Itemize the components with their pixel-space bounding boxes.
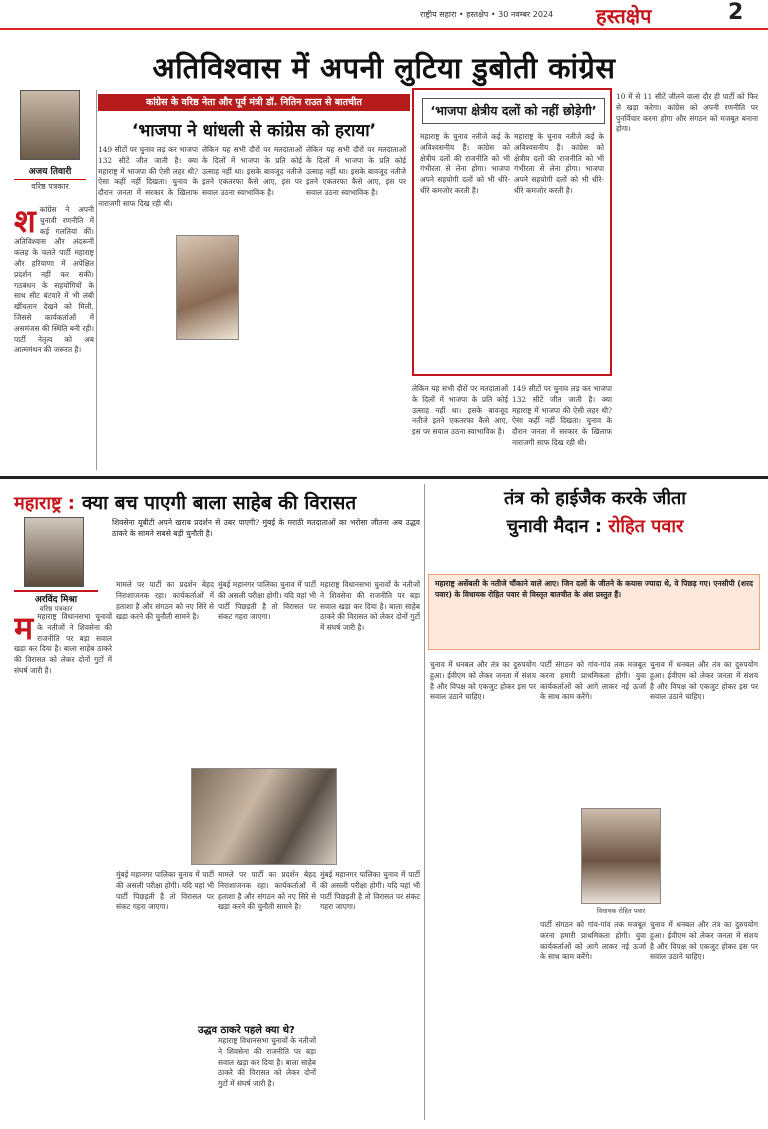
- drop-cap: श: [14, 205, 36, 240]
- story1-col1-text: कांग्रेस ने अपनी चुनावी रणनीति में कई गलतियां कीं। अतिविश्वास और अंदरूनी कलह के चलते पार्टी महाराष्ट्र और हरियाणा में अपेक्षित प्रदर्शन नहीं कर सकी। गठबंधन के सहयोगियों के साथ सीट बंटवारे में भी लंबी खींचतान देखने को मिली, जिससे कार्यकर्ताओं में असमंजस की स्थिति बनी रही। पार्टी नेतृत्व को अब आत्ममंथन की जरूरत है।: [14, 205, 94, 355]
- sidebar-heading-text: भाजपा क्षेत्रीय दलों को नहीं छोड़ेगी: [435, 103, 592, 118]
- story2-col7: महाराष्ट्र विधानसभा चुनावों के नतीजों ने शिवसेना की राजनीति पर बड़ा सवाल खड़ा कर दिया है। बाला साहेब ठाकरे की विरासत को लेकर दोनों गुटों में संघर्ष जारी है।: [218, 1036, 316, 1089]
- story3-col4: पार्टी संगठन को गांव-गांव तक मजबूत करना हमारी प्राथमिकता होगी। युवा कार्यकर्ताओं को आगे लाकर नई ऊर्जा के साथ काम करेंगे।: [540, 920, 646, 962]
- headline-name: रोहित पवार: [608, 516, 684, 537]
- story2-intro: शिवसेना यूबीटी अपने खराब प्रदर्शन से उबर पाएगी? मुंबई के मराठी मतदाताओं का भरोसा जीतना अब उद्धव ठाकरे के सामने सबसे बड़ी चुनौती है।: [112, 518, 420, 538]
- section-divider: [0, 476, 768, 479]
- story1-interview-strip: कांग्रेस के वरिष्ठ नेता और पूर्व मंत्री डॉ. नितिन राउत से बातचीत: [98, 94, 410, 111]
- story3-col1: चुनाव में धनबल और तंत्र का दुरुपयोग हुआ। ईवीएम को लेकर जनता में संशय है और विपक्ष को एकजुट होकर इस पर सवाल उठाने चाहिए।: [430, 660, 536, 702]
- page-number: 2: [728, 0, 744, 25]
- story1-col5: लेकिन यह सभी दौरों पर मतदाताओं के दिलों में भाजपा के प्रति कोई उत्साह नहीं था। इसके बावजूद नतीजे इतने एकतरफा कैसे आए, इस पर सवाल उठना स्वाभाविक है।: [412, 384, 508, 437]
- story1-col4: लेकिन यह सभी दौरों पर मतदाताओं के दिलों में भाजपा के प्रति कोई उत्साह नहीं था। इसके बावजूद नतीजे इतने एकतरफा कैसे आए, इस पर सवाल उठना स्वाभाविक है।: [306, 145, 406, 198]
- story2-col5: मुंबई महानगर पालिका चुनाव में पार्टी की असली परीक्षा होगी। यदि यहां भी पार्टी पिछड़ती है तो विरासत पर संकट गहरा जाएगा।: [116, 870, 214, 912]
- sidebar-col2: महाराष्ट्र के चुनाव नतीजे कई के अविश्वसनीय हैं। कांग्रेस को क्षेत्रीय दलों की राजनीति को भी गंभीरता से लेना होगा। भाजपा अपने सहयोगी दलों को भी धीरे-धीरे कमजोर करती है।: [514, 132, 604, 195]
- story3-col3: चुनाव में धनबल और तंत्र का दुरुपयोग हुआ। ईवीएम को लेकर जनता में संशय है और विपक्ष को एकजुट होकर इस पर सवाल उठाने चाहिए।: [650, 660, 758, 702]
- story2-col2: मामले पर पार्टी का प्रदर्शन बेहद निराशाजनक रहा। कार्यकर्ताओं में हताशा है और संगठन को नए सिरे से खड़ा करने की चुनौती सामने है।: [116, 580, 214, 622]
- story2-photo: [191, 768, 337, 865]
- page-header: [0, 0, 768, 30]
- story3-col5: चुनाव में धनबल और तंत्र का दुरुपयोग हुआ। ईवीएम को लेकर जनता में संशय है और विपक्ष को एकजुट होकर इस पर सवाल उठाने चाहिए।: [650, 920, 758, 962]
- column-rule: [96, 90, 97, 470]
- author-photo: [24, 517, 84, 587]
- story2-col6: मामले पर पार्टी का प्रदर्शन बेहद निराशाजनक रहा। कार्यकर्ताओं में हताशा है और संगठन को नए सिरे से खड़ा करने की चुनौती सामने है।: [218, 870, 316, 912]
- header-meta: राष्ट्रीय सहारा • हस्तक्षेप • 30 नवम्बर 2024: [420, 10, 554, 19]
- story3-col2: पार्टी संगठन को गांव-गांव तक मजबूत करना हमारी प्राथमिकता होगी। युवा कार्यकर्ताओं को आगे लाकर नई ऊर्जा के साथ काम करेंगे।: [540, 660, 646, 702]
- sidebar-heading: ‘भाजपा क्षेत्रीय दलों को नहीं छोड़ेगी’: [422, 98, 605, 124]
- quote-text: भाजपा ने धांधली से कांग्रेस को हराया: [138, 121, 370, 141]
- story1-quote: ‘भाजपा ने धांधली से कांग्रेस को हराया’: [131, 121, 377, 141]
- section-brand: हस्तक्षेप: [596, 4, 652, 28]
- story2-col1: [14, 612, 112, 1117]
- story1-col2: 149 सीटों पर चुनाव लड़ कर भाजपा 132 सीटें जीत जाती है। क्या महाराष्ट्र में भाजपा की ऐसी लहर थी? ऐसा कहीं नहीं दिखता। चुनाव के दौरान जनता में सरकार के खिलाफ नाराजगी साफ दिख रही थी।: [98, 145, 198, 208]
- story1-sidebar-box: [412, 88, 612, 376]
- story1-col6: 149 सीटों पर चुनाव लड़ कर भाजपा 132 सीटें जीत जाती है। क्या महाराष्ट्र में भाजपा की ऐसी लहर थी? ऐसा कहीं नहीं दिखता। चुनाव के दौरान जनता में सरकार के खिलाफ नाराजगी साफ दिख रही थी।: [512, 384, 612, 447]
- story3-intro-box: [428, 574, 760, 650]
- photo-caption: विधायक रोहित पवार: [596, 907, 646, 915]
- author-name: अरविंद मिश्रा: [14, 590, 98, 605]
- story2-col1-text: महाराष्ट्र विधानसभा चुनावों के नतीजों ने शिवसेना की राजनीति पर बड़ा सवाल खड़ा कर दिया है। बाला साहेब ठाकरे की विरासत को लेकर दोनों गुटों में संघर्ष जारी है।: [14, 612, 112, 675]
- story2-subhead: उद्धव ठाकरे पहले क्या थे?: [198, 1025, 295, 1036]
- story1-col3a: लेकिन यह सभी दौरों पर मतदाताओं के दिलों में भाजपा के प्रति कोई उत्साह नहीं था। इसके बावजूद नतीजे इतने एकतरफा कैसे आए, इस पर सवाल उठना स्वाभाविक है।: [202, 145, 302, 198]
- story1-col1: [14, 205, 94, 470]
- story2-col8: मुंबई महानगर पालिका चुनाव में पार्टी की असली परीक्षा होगी। यदि यहां भी पार्टी पिछड़ती है तो विरासत पर संकट गहरा जाएगा।: [320, 870, 420, 912]
- headline-prefix: चुनावी मैदान :: [506, 516, 609, 537]
- story3-headline-line2: [432, 514, 758, 538]
- story1-col-right: 10 में से 11 सीटें जीतने वाला दौर ही पार्टी को फिर से खड़ा करेगा। कांग्रेस को अपनी रणनीति पर पुनर्विचार करना होगा और संगठन को मजबूत बनाना होगा।: [616, 92, 758, 134]
- story2-author-card: [14, 517, 98, 614]
- story2-col4: महाराष्ट्र विधानसभा चुनावों के नतीजों ने शिवसेना की राजनीति पर बड़ा सवाल खड़ा कर दिया है। बाला साहेब ठाकरे की विरासत को लेकर दोनों गुटों में संघर्ष जारी है।: [320, 580, 420, 633]
- author-role: वरिष्ठ पत्रकार: [39, 605, 73, 613]
- author-photo: [20, 90, 80, 160]
- sidebar-col1: महाराष्ट्र के चुनाव नतीजे कई के अविश्वसनीय हैं। कांग्रेस को क्षेत्रीय दलों की राजनीति को भी गंभीरता से लेना होगा। भाजपा अपने सहयोगी दलों को भी धीरे-धीरे कमजोर करती है।: [420, 132, 510, 195]
- story1-headline: अतिविश्वास में अपनी लुटिया डुबोती कांग्रेस: [152, 51, 616, 85]
- author-name: अजय तिवारी: [28, 167, 72, 177]
- interviewee-photo: [176, 235, 239, 340]
- story2-tag: महाराष्ट्र :: [14, 493, 75, 514]
- column-rule: [424, 484, 425, 1120]
- story3-headline: [432, 486, 758, 574]
- rohit-pawar-photo: [581, 808, 661, 904]
- drop-cap: म: [14, 612, 34, 647]
- story3-intro-text: महाराष्ट्र असेंबली के नतीजे चौंकाने वाले आए। जिन दलों के जीतने के कयास ज्यादा थे, वे पिछड़ गए। एनसीपी (शरद पवार) के विधायक रोहित पवार से विस्तृत बातचीत के अंश प्रस्तुत हैं।: [435, 579, 753, 599]
- story1-author-card: [14, 90, 86, 192]
- story2-headline: क्या बच पाएगी बाला साहेब की विरासत: [82, 492, 357, 514]
- story2-col3: मुंबई महानगर पालिका चुनाव में पार्टी की असली परीक्षा होगी। यदि यहां भी पार्टी पिछड़ती है तो विरासत पर संकट गहरा जाएगा।: [218, 580, 316, 622]
- author-role: वरिष्ठ पत्रकार: [14, 179, 86, 192]
- story3-headline-line1: तंत्र को हाईजैक करके जीता: [504, 488, 686, 509]
